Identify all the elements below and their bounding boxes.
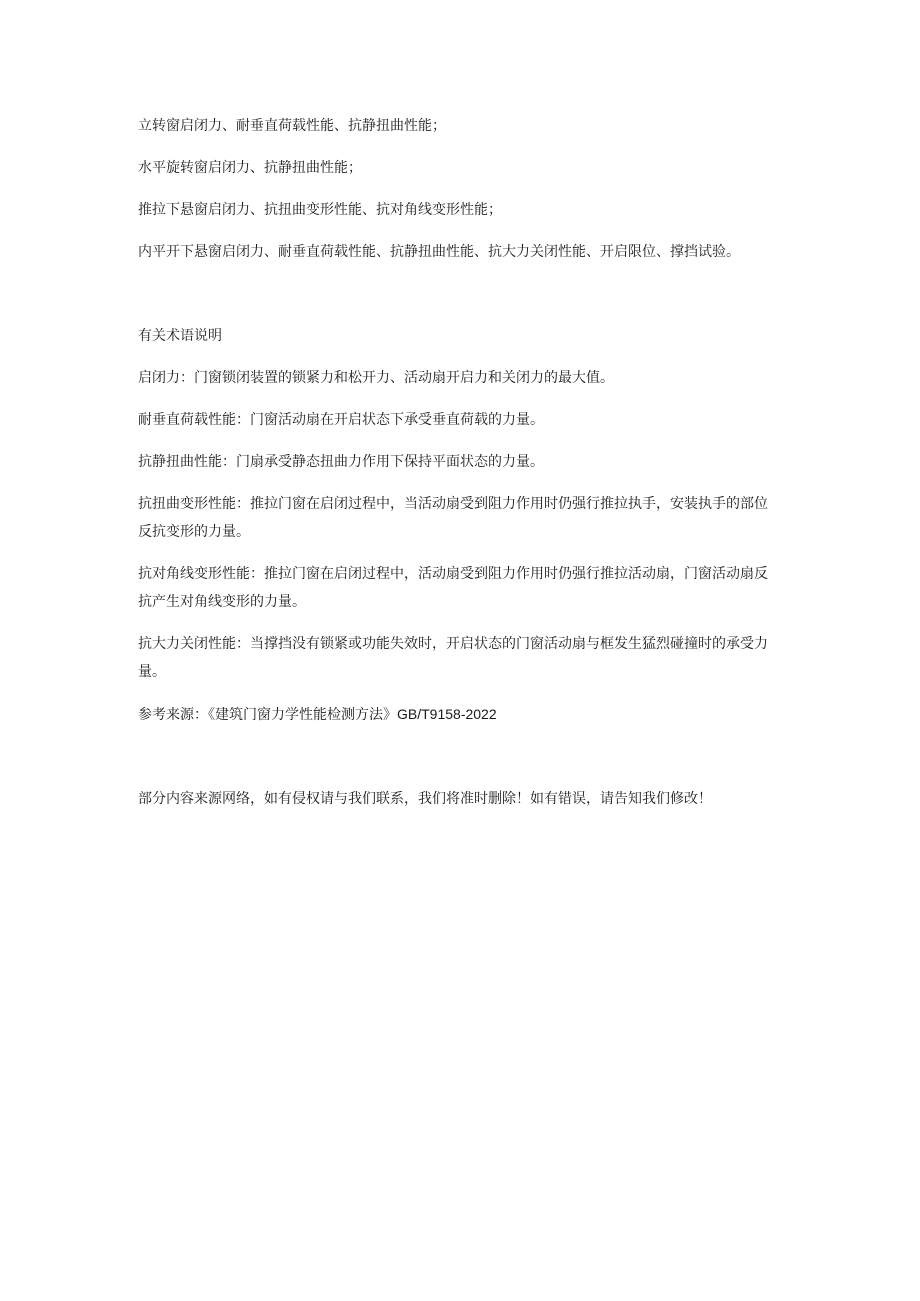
term-definition: 抗静扭曲性能：门扇承受静态扭曲力作用下保持平面状态的力量。: [138, 454, 544, 470]
document-body: [138, 112, 778, 827]
term-definition: 抗扭曲变形性能：推拉门窗在启闭过程中，当活动扇受到阻力作用时仍强行推拉执手，安装执手的部位反抗变形的力量。: [138, 496, 768, 540]
performance-item: 水平旋转窗启闭力、抗静扭曲性能；: [138, 160, 362, 176]
term-definition: 耐垂直荷载性能：门窗活动扇在开启状态下承受垂直荷载的力量。: [138, 412, 544, 428]
section-gap: [138, 743, 778, 785]
terms-heading: 有关术语说明: [138, 328, 222, 344]
term-definition: 抗对角线变形性能：推拉门窗在启闭过程中，活动扇受到阻力作用时仍强行推拉活动扇，门窗活动扇反抗产生对角线变形的力量。: [138, 566, 768, 610]
disclaimer: 部分内容来源网络，如有侵权请与我们联系，我们将准时删除！如有错误，请告知我们修改！: [138, 791, 712, 807]
performance-item: 内平开下悬窗启闭力、耐垂直荷载性能、抗静扭曲性能、抗大力关闭性能、开启限位、撑挡试验。: [138, 244, 740, 260]
term-definition: 抗大力关闭性能：当撑挡没有锁紧或功能失效时，开启状态的门窗活动扇与框发生猛烈碰撞时的承受力量。: [138, 636, 768, 680]
performance-item: 立转窗启闭力、耐垂直荷载性能、抗静扭曲性能；: [138, 118, 446, 134]
performance-item: 推拉下悬窗启闭力、抗扭曲变形性能、抗对角线变形性能；: [138, 202, 502, 218]
reference-source: [138, 700, 778, 729]
reference-code: GB/T9158-2022: [397, 706, 497, 722]
term-definition: 启闭力：门窗锁闭装置的锁紧力和松开力、活动扇开启力和关闭力的最大值。: [138, 370, 614, 386]
section-gap: [138, 280, 778, 322]
reference-label: 参考来源：《建筑门窗力学性能检测方法》: [138, 707, 397, 723]
